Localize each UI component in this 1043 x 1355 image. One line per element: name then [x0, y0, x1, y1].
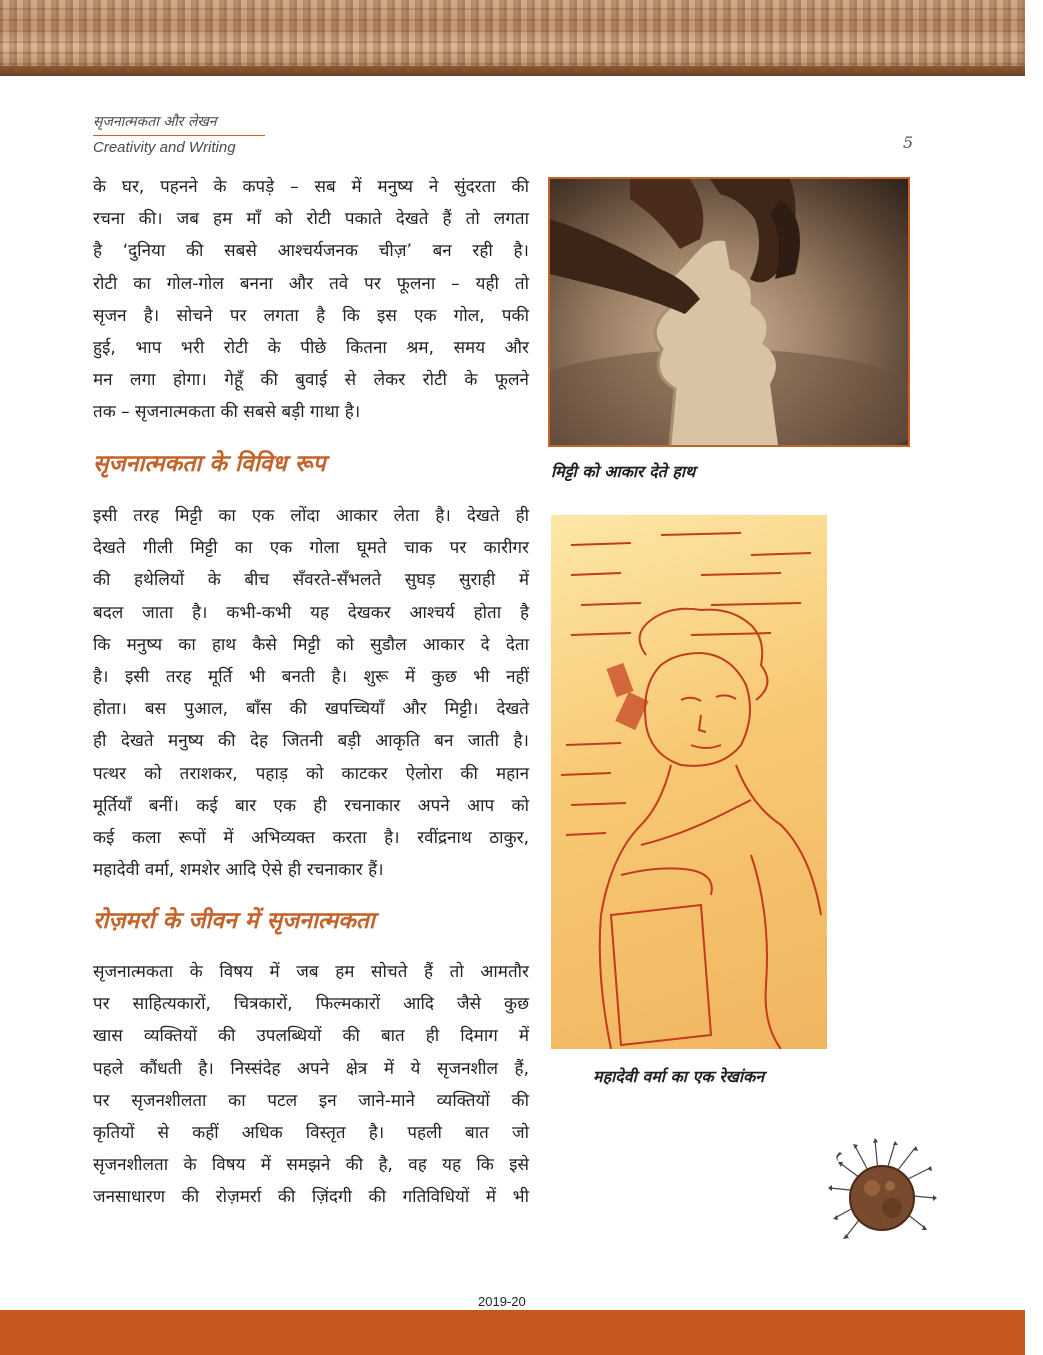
- text-line: के घर, पहनने के कपड़े – सब में मनुष्य ने सुंदरता की: [93, 177, 529, 197]
- decorative-carved-banner: [0, 0, 1025, 76]
- page-number: 5: [903, 133, 914, 152]
- running-head-english: Creativity and Writing: [93, 139, 236, 156]
- text-line: की हथेलियों के बीच सँवरते-सँभलते सुघड़ सुराही में: [93, 570, 529, 591]
- text-line: खास व्यक्तियों की उपलब्धियों की बात ही दिमाग में: [93, 1026, 529, 1047]
- text-line: पत्थर को तराशकर, पहाड़ को काटकर ऐलोरा की महान: [93, 763, 529, 784]
- text-line: मूर्तियाँ बनीं। कई बार एक ही रचनाकार अपने आप को: [93, 795, 529, 816]
- text-line: होता। बस पुआल, बाँस की खपच्चियाँ और मिट्टी। देखते: [93, 699, 529, 720]
- text-line: महादेवी वर्मा, शमशेर आदि ऐसे ही रचनाकार हैं।: [93, 860, 384, 881]
- text-line: रचना की। जब हम माँ को रोटी पकाते देखते हैं तो लगता: [93, 209, 529, 230]
- text-line: तक – सृजनात्मकता की सबसे बड़ी गाथा है।: [93, 402, 361, 423]
- running-head: [93, 112, 265, 156]
- pottery-hands-photo: [548, 177, 910, 447]
- text-line: हुई, भाप भरी रोटी के पीछे कितना श्रम, समय और: [93, 338, 529, 359]
- text-line: रोटी का गोल-गोल बनना और तवे पर फूलना – यही तो: [93, 273, 529, 294]
- running-head-hindi: सृजनात्मकता और लेखन: [93, 114, 217, 130]
- text-line: है। इसी तरह मूर्ति भी बनती है। शुरू में कुछ भी नहीं: [93, 667, 529, 688]
- text-line: देखते गीली मिट्टी का एक गोला घूमते चाक पर कारीगर: [93, 538, 529, 559]
- text-line: कृतियों से कहीं अधिक विस्तृत है। पहली बात जो: [93, 1123, 529, 1144]
- text-line: है ‘दुनिया की सबसे आश्चर्यजनक चीज़’ बन रही है।: [93, 241, 529, 262]
- text-line: सृजनशीलता के विषय में समझने की है, वह यह कि इसे: [93, 1155, 529, 1176]
- sketch-caption: महादेवी वर्मा का एक रेखांकन: [593, 1067, 765, 1086]
- section1-paragraph: [93, 500, 529, 886]
- text-line: कई कला रूपों में अभिव्यक्त करता है। रवींद्रनाथ ठाकुर,: [93, 828, 529, 849]
- section-heading-varied-forms: सृजनात्मकता के विविध रूप: [93, 451, 326, 477]
- text-line: ही देखते मनुष्य की देह जितनी बड़ी आकृति बन जाती है।: [93, 731, 529, 752]
- text-line: बदल जाता है। कभी-कभी यह देखकर आश्चर्य होता है: [93, 602, 529, 623]
- intro-paragraph: [93, 171, 529, 429]
- mahadevi-sketch-image: [551, 515, 827, 1049]
- edition-year: 2019-20: [478, 1294, 526, 1309]
- running-head-rule: [93, 135, 265, 136]
- text-line: मन लगा होगा। गेहूँ की बुवाई से लेकर रोटी के फूलने: [93, 370, 529, 391]
- pottery-photo-caption: मिट्टी को आकार देते हाथ: [551, 462, 696, 481]
- text-line: कि मनुष्य का हाथ कैसे मिट्टी को सुडौल आकार दे देता: [93, 634, 529, 655]
- text-line: सृजनात्मकता के विषय में जब हम सोचते हैं तो आमतौर: [93, 962, 529, 982]
- text-line: पहले कौंधती है। निस्संदेह अपने क्षेत्र में ये सृजनशील हैं,: [93, 1058, 529, 1079]
- text-line: इसी तरह मिट्टी का एक लोंदा आकार लेता है। देखते ही: [93, 506, 529, 526]
- decorative-sun-emblem: [820, 1138, 940, 1248]
- text-line: पर सृजनशीलता का पटल इन जाने-माने व्यक्तियों की: [93, 1090, 529, 1111]
- footer-bar: [0, 1310, 1025, 1355]
- section2-paragraph: [93, 956, 529, 1214]
- text-line: सृजन है। सोचने पर लगता है कि इस एक गोल, पकी: [93, 305, 529, 326]
- section-heading-everyday-creativity: रोज़मर्रा के जीवन में सृजनात्मकता: [93, 908, 375, 934]
- text-line: जनसाधारण की रोज़मर्रा की ज़िंदगी की गतिविधियों में भी: [93, 1187, 529, 1208]
- text-line: पर साहित्यकारों, चित्रकारों, फिल्मकारों आदि जैसे कुछ: [93, 994, 529, 1015]
